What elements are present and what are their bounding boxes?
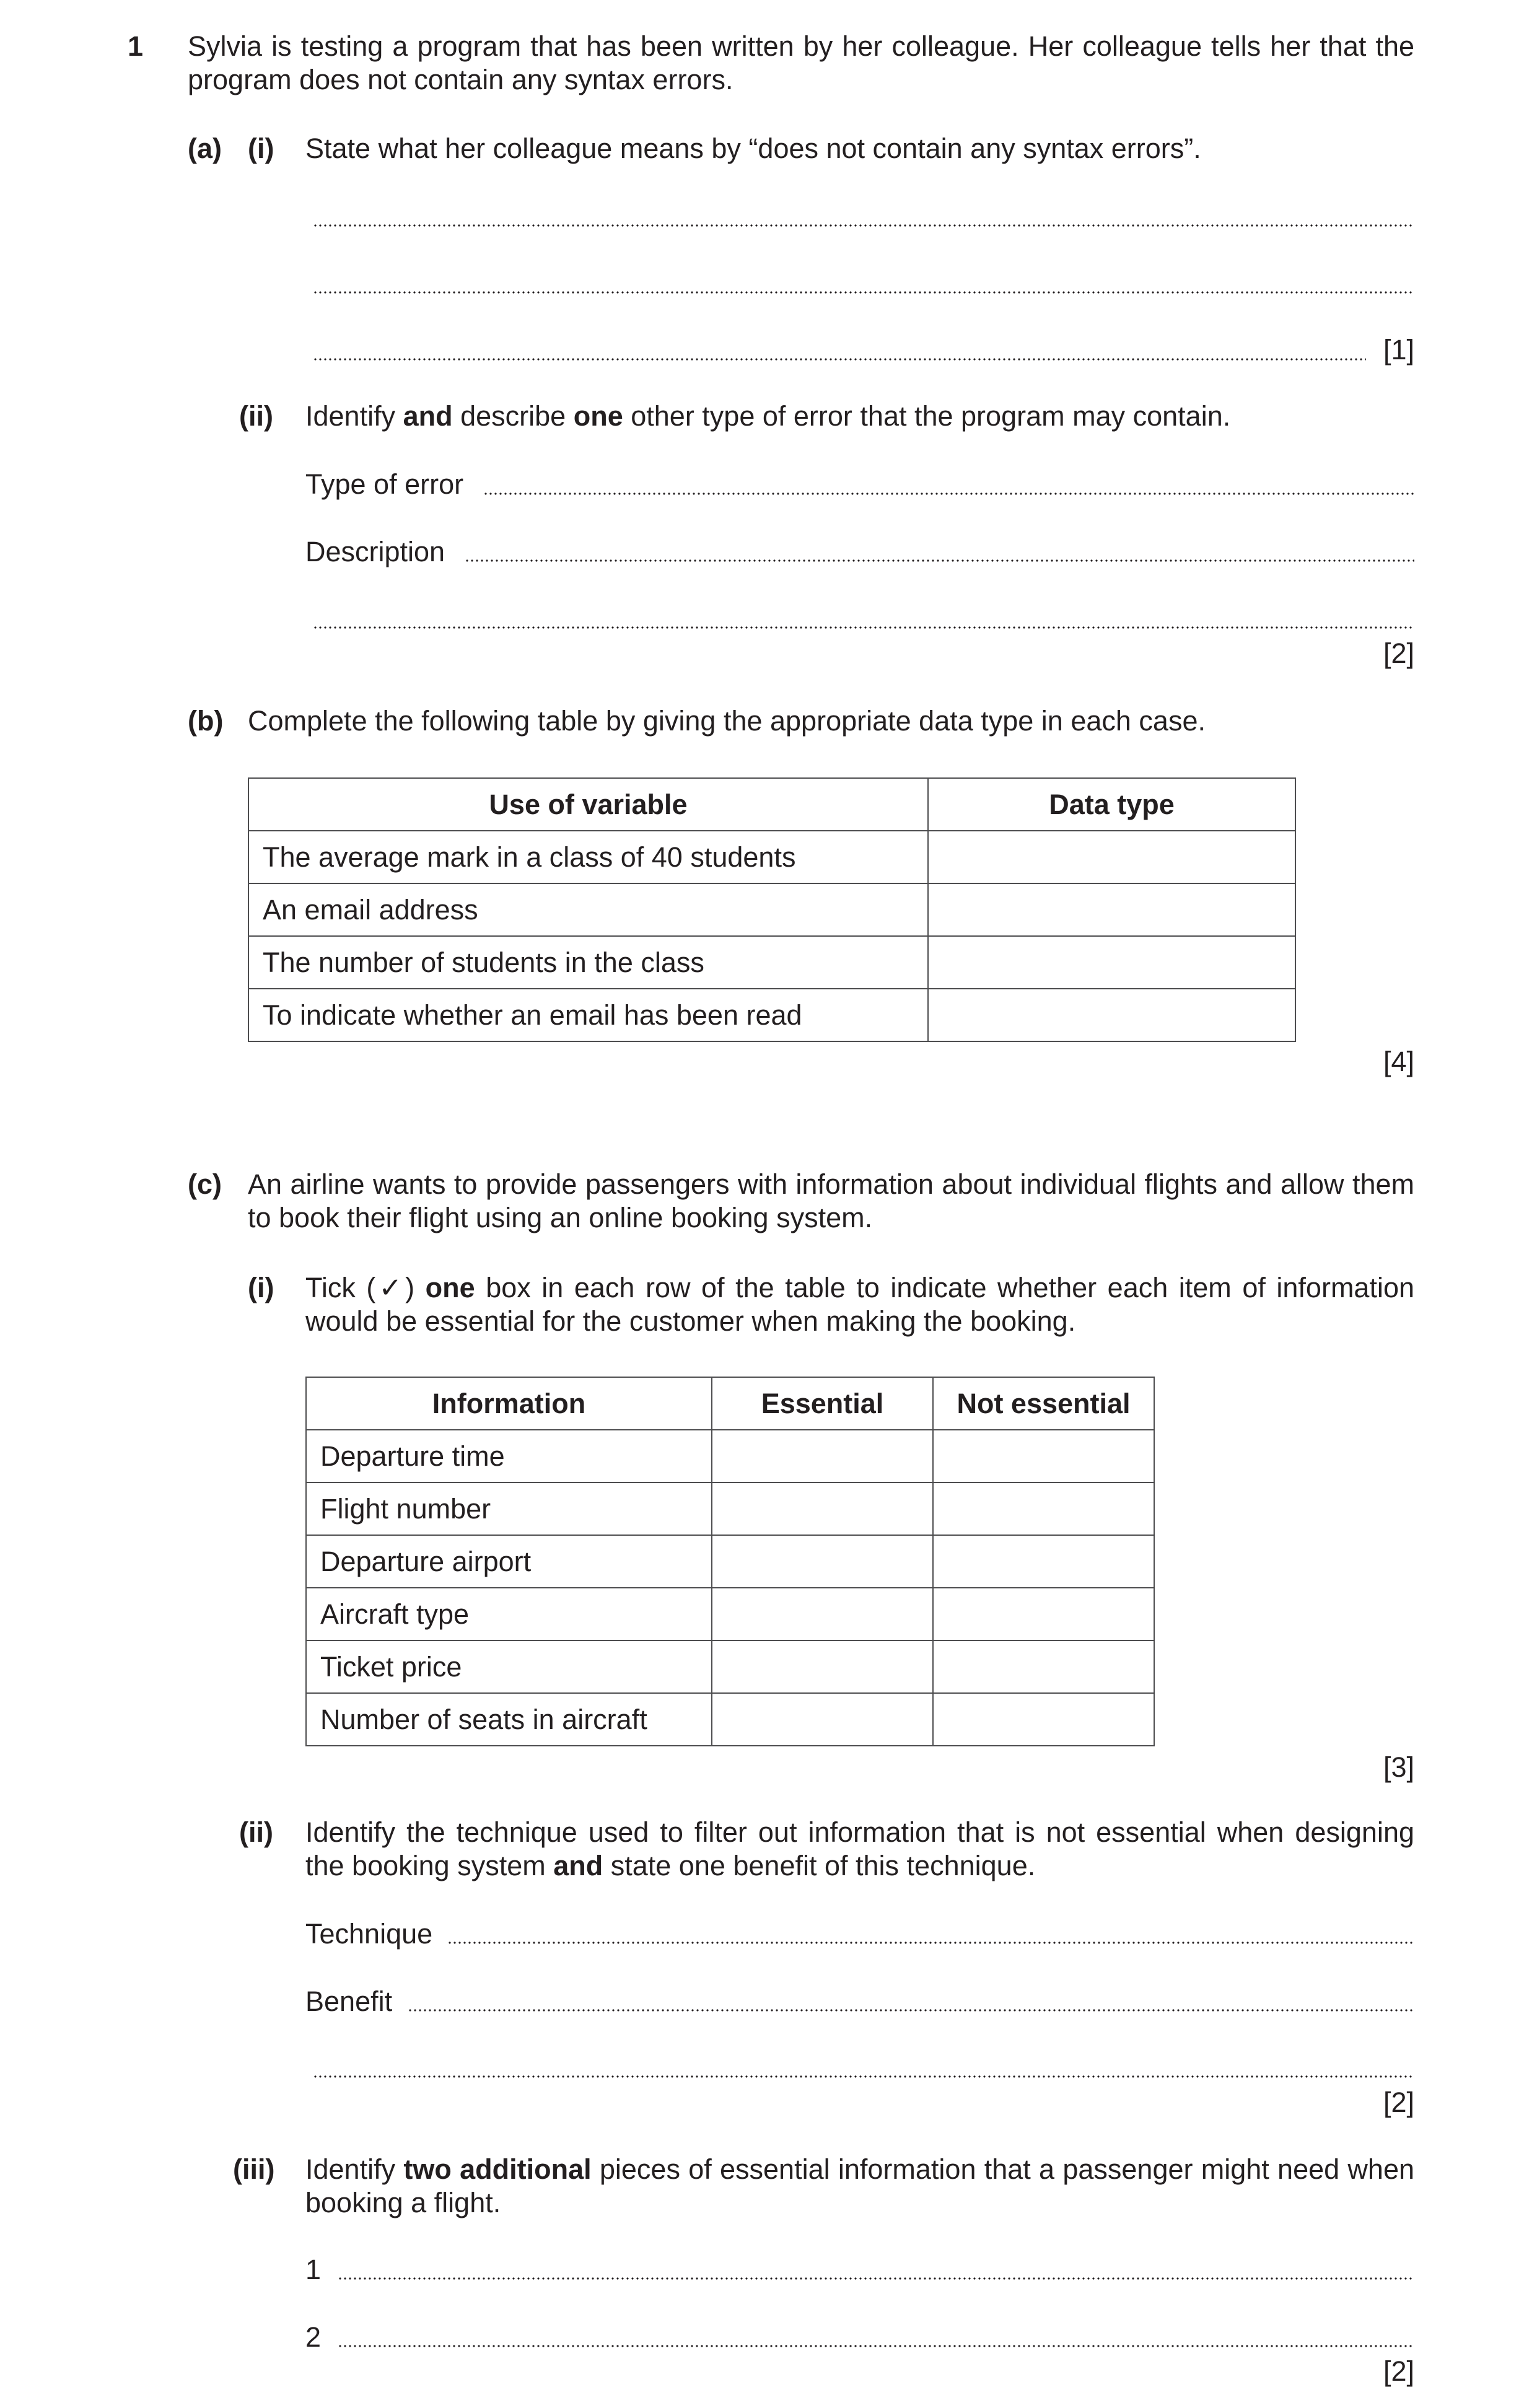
part-a-i-text: State what her colleague means by “does not contain any syntax errors”. [305, 133, 1201, 164]
answer-line-a-i-2[interactable] [313, 291, 1414, 294]
answer-line-a-i-1[interactable] [313, 224, 1414, 227]
part-b-text: Complete the following table by giving the appropriate data type in each case. [248, 705, 1206, 737]
table-row [306, 1693, 1154, 1746]
data-type-table [248, 777, 1296, 1042]
table-row [306, 1535, 1154, 1588]
table-row [248, 989, 1295, 1041]
header-not-essential: Not essential [933, 1377, 1154, 1430]
information-cell: Departure airport [306, 1535, 712, 1588]
part-c-ii-text: Identify the technique used to filter out information that is not essential when designing the booking system and state one benefit of this technique. [305, 1816, 1414, 1881]
mark-c-ii: [2] [1383, 2086, 1414, 2118]
answer-number-2: 2 [305, 2321, 322, 2353]
type-of-error-field[interactable] [483, 493, 1414, 495]
table-header-row [306, 1377, 1154, 1430]
use-of-variable-cell: The number of students in the class [248, 936, 928, 989]
information-cell: Aircraft type [306, 1588, 712, 1640]
mark-a-i: [1] [1383, 334, 1414, 366]
information-cell: Ticket price [306, 1640, 712, 1693]
part-c-ii-label: (ii) [239, 1816, 273, 1848]
table-row [306, 1588, 1154, 1640]
description-label: Description [305, 536, 445, 567]
header-data-type: Data type [928, 778, 1295, 831]
essential-tick-box[interactable] [712, 1535, 933, 1588]
essential-tick-box[interactable] [712, 1693, 933, 1746]
information-cell: Flight number [306, 1482, 712, 1535]
part-c-i-text: Tick (✓) one box in each row of the table to indicate whether each item of information would be essential for the customer when making the booking. [305, 1272, 1415, 1337]
part-b-label: (b) [188, 705, 224, 737]
not-essential-tick-box[interactable] [933, 1588, 1154, 1640]
type-of-error-label: Type of error [305, 468, 464, 500]
part-c-iii-label: (iii) [233, 2153, 275, 2185]
technique-field[interactable] [447, 1942, 1414, 1944]
essential-tick-box[interactable] [712, 1482, 933, 1535]
essential-tick-box[interactable] [712, 1640, 933, 1693]
answer-number-1: 1 [305, 2254, 322, 2285]
part-c-i-label: (i) [248, 1272, 274, 1303]
technique-label: Technique [305, 1918, 433, 1950]
data-type-answer-cell[interactable] [928, 831, 1295, 883]
not-essential-tick-box[interactable] [933, 1640, 1154, 1693]
benefit-label: Benefit [305, 1986, 393, 2017]
mark-b: [4] [1383, 1046, 1414, 1077]
not-essential-tick-box[interactable] [933, 1482, 1154, 1535]
not-essential-tick-box[interactable] [933, 1535, 1154, 1588]
part-c-iii-text: Identify two additional pieces of essential information that a passenger might need when booking a flight. [305, 2153, 1414, 2218]
use-of-variable-cell: The average mark in a class of 40 students [248, 831, 928, 883]
question-number: 1 [128, 30, 144, 62]
mark-c-iii: [2] [1383, 2355, 1414, 2387]
header-essential: Essential [712, 1377, 933, 1430]
additional-info-field-1[interactable] [338, 2277, 1414, 2280]
description-field-2[interactable] [313, 626, 1414, 629]
question-intro: Sylvia is testing a program that has been written by her colleague. Her colleague tells her that the program does not contain any syntax errors. [188, 30, 1414, 95]
information-table [305, 1377, 1155, 1746]
part-a-label: (a) [188, 133, 222, 164]
part-a-ii-text: Identify and describe one other type of error that the program may contain. [305, 400, 1231, 432]
additional-info-field-2[interactable] [338, 2345, 1414, 2347]
use-of-variable-cell: To indicate whether an email has been read [248, 989, 928, 1041]
header-information: Information [306, 1377, 712, 1430]
essential-tick-box[interactable] [712, 1430, 933, 1482]
data-type-answer-cell[interactable] [928, 989, 1295, 1041]
header-use-of-variable: Use of variable [248, 778, 928, 831]
essential-tick-box[interactable] [712, 1588, 933, 1640]
mark-a-ii: [2] [1383, 637, 1414, 669]
use-of-variable-cell: An email address [248, 883, 928, 936]
table-row [248, 831, 1295, 883]
table-row [306, 1640, 1154, 1693]
part-c-text: An airline wants to provide passengers with information about individual flights and allow them to book their flight using an online booking system. [248, 1168, 1414, 1233]
data-type-answer-cell[interactable] [928, 883, 1295, 936]
part-c-label: (c) [188, 1168, 222, 1200]
table-row [248, 936, 1295, 989]
information-cell: Departure time [306, 1430, 712, 1482]
data-type-answer-cell[interactable] [928, 936, 1295, 989]
table-row [248, 883, 1295, 936]
description-field[interactable] [465, 559, 1414, 562]
information-cell: Number of seats in aircraft [306, 1693, 712, 1746]
not-essential-tick-box[interactable] [933, 1430, 1154, 1482]
benefit-field-2[interactable] [313, 2075, 1414, 2078]
answer-line-a-i-3[interactable] [313, 358, 1366, 361]
table-row [306, 1482, 1154, 1535]
mark-c-i: [3] [1383, 1751, 1414, 1783]
not-essential-tick-box[interactable] [933, 1693, 1154, 1746]
part-a-i-label: (i) [248, 133, 274, 164]
benefit-field[interactable] [408, 2009, 1414, 2012]
table-row [306, 1430, 1154, 1482]
part-a-ii-label: (ii) [239, 400, 273, 432]
table-header-row [248, 778, 1295, 831]
